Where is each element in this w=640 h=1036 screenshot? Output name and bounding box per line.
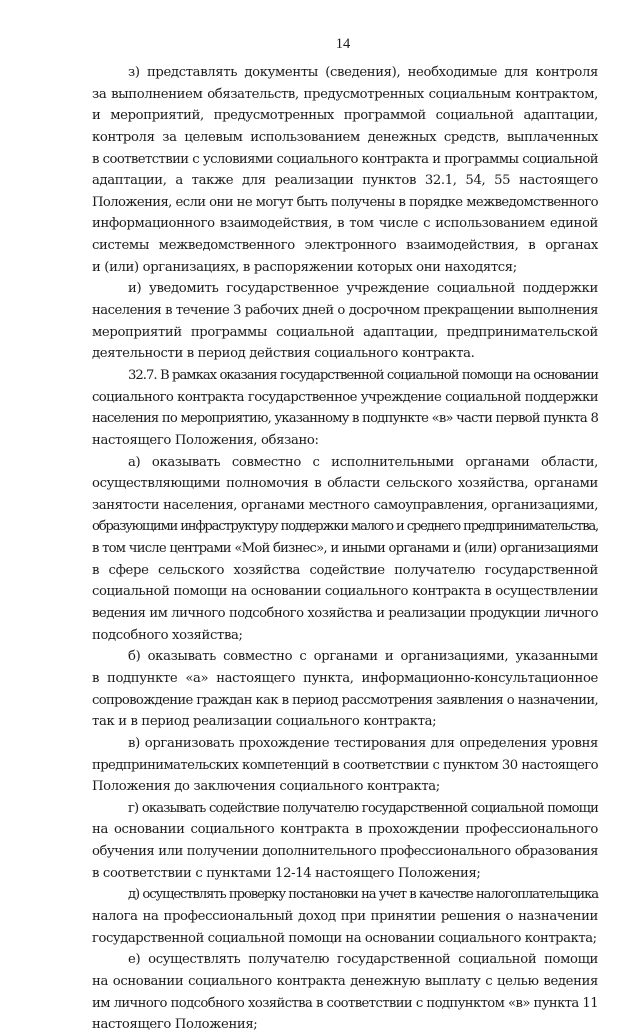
text-line: подсобного хозяйства; <box>92 627 243 643</box>
text-line: системы межведомственного электронного взаимодействия, в органах <box>92 238 598 254</box>
paragraph-b <box>92 646 598 733</box>
text-line: Положения до заключения социального контракта; <box>92 779 440 795</box>
text-line: социального контракта государственное учреждение социальной поддержки <box>92 389 598 405</box>
text-line: обучения или получении дополнительного профессионального образования <box>92 844 598 860</box>
paragraph-v <box>92 733 598 798</box>
text-line: адаптации, а также для реализации пунктов 32.1, 54, 55 настоящего <box>92 173 598 189</box>
paragraph-a <box>92 452 598 647</box>
text-line: г) оказывать содействие получателю государственной социальной помощи <box>128 800 598 816</box>
text-line: контроля за целевым использованием денежных средств, выплаченных <box>92 129 598 145</box>
text-line: в подпункте «а» настоящего пункта, информационно-консультационное <box>92 670 598 686</box>
text-line: д) осуществлять проверку постановки на учет в качестве налогоплательщика <box>128 887 598 903</box>
text-line: в) организовать прохождение тестирования для определения уровня <box>128 735 598 751</box>
paragraph-32-7 <box>92 365 598 452</box>
text-line: Положения, если они не могут быть получены в порядке межведомственного <box>92 194 598 210</box>
text-line: деятельности в период действия социального контракта. <box>92 346 475 362</box>
text-line: и мероприятий, предусмотренных программой социальной адаптации, <box>92 108 598 124</box>
text-line: а) оказывать совместно с исполнительными органами области, <box>128 454 598 470</box>
text-line: налога на профессиональный доход при принятии решения о назначении <box>92 908 598 924</box>
text-line: социальной помощи на основании социального контракта в осуществлении <box>92 584 598 600</box>
text-line: образующими инфраструктуру поддержки малого и среднего предпринимательства, <box>92 519 598 535</box>
text-line: информационного взаимодействия, в том числе с использованием единой <box>92 216 598 232</box>
text-line: в соответствии с условиями социального контракта и программы социальной <box>92 151 598 167</box>
text-line: и) уведомить государственное учреждение социальной поддержки <box>128 281 598 297</box>
text-line: населения в течение 3 рабочих дней о досрочном прекращении выполнения <box>92 303 598 319</box>
text-line: на основании социального контракта в прохождении профессионального <box>92 822 598 838</box>
text-line: в том числе центрами «Мой бизнес», и иными органами и (или) организациями <box>92 541 598 557</box>
text-line: б) оказывать совместно с органами и организациями, указанными <box>128 649 598 665</box>
text-line: так и в период реализации социального контракта; <box>92 714 437 730</box>
text-line: 32.7. В рамках оказания государственной социальной помощи на основании <box>128 367 598 383</box>
page-number: 14 <box>335 36 351 52</box>
text-line: в сфере сельского хозяйства содействие получателю государственной <box>92 562 598 578</box>
document-body <box>92 62 598 1036</box>
text-line: предпринимательских компетенций в соответствии с пунктом 30 настоящего <box>92 757 598 773</box>
text-line: мероприятий программы социальной адаптации, предпринимательской <box>92 324 598 340</box>
text-line: государственной социальной помощи на основании социального контракта; <box>92 930 597 946</box>
text-line: настоящего Положения; <box>92 1017 258 1033</box>
paragraph-z <box>92 62 598 278</box>
text-line: занятости населения, органами местного самоуправления, организациями, <box>92 497 598 513</box>
text-line: им личного подсобного хозяйства в соответствии с подпунктом «в» пункта 11 <box>92 995 598 1011</box>
text-line: осуществляющими полномочия в области сельского хозяйства, органами <box>92 476 598 492</box>
text-line: е) осуществлять получателю государственной социальной помощи <box>128 952 598 968</box>
paragraph-e <box>92 949 598 1036</box>
text-line: за выполнением обязательств, предусмотренных социальным контрактом, <box>92 86 598 102</box>
text-line: в соответствии с пунктами 12-14 настоящего Положения; <box>92 865 481 881</box>
text-line: населения по мероприятию, указанному в подпункте «в» части первой пункта 8 <box>92 411 598 427</box>
paragraph-d <box>92 884 598 949</box>
paragraph-g <box>92 798 598 885</box>
text-line: на основании социального контракта денежную выплату с целью ведения <box>92 973 598 989</box>
paragraph-i <box>92 278 598 365</box>
text-line: сопровождение граждан как в период рассмотрения заявления о назначении, <box>92 692 598 708</box>
text-line: и (или) организациях, в распоряжении которых они находятся; <box>92 259 517 275</box>
text-line: ведения им личного подсобного хозяйства и реализации продукции личного <box>92 606 598 622</box>
text-line: з) представлять документы (сведения), необходимые для контроля <box>128 65 598 80</box>
text-line: настоящего Положения, обязано: <box>92 432 319 448</box>
